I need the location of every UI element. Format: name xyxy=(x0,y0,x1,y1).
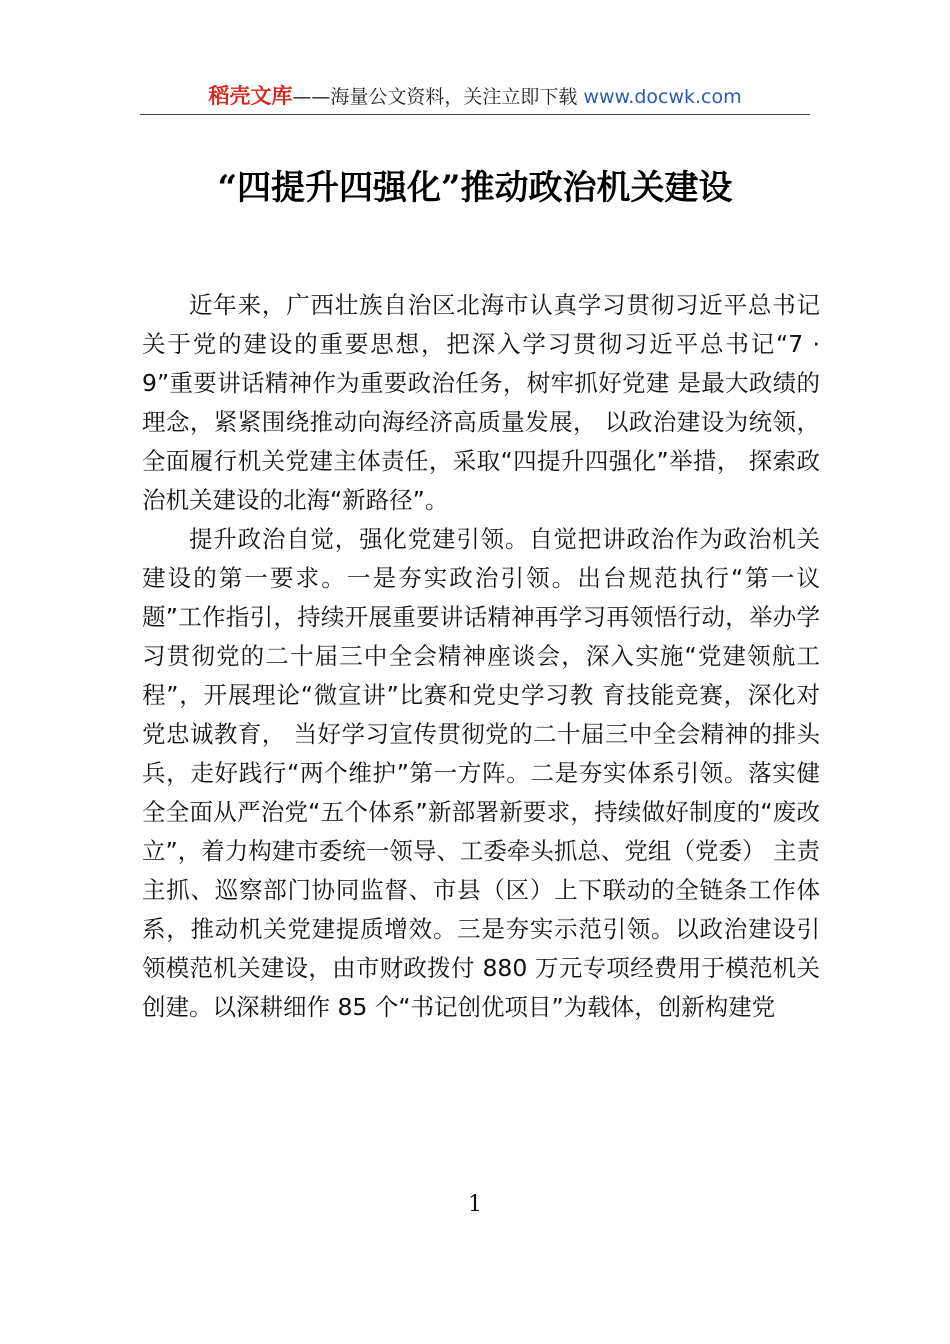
document-body xyxy=(142,286,820,1027)
brand-name: 稻壳文库 xyxy=(208,84,293,108)
header-tagline: ——海量公文资料，关注立即下载 xyxy=(292,86,578,108)
site-link[interactable]: www.docwk.com xyxy=(583,86,742,108)
page-number: 1 xyxy=(468,1192,482,1217)
page-header xyxy=(0,82,950,111)
document-title: “四提升四强化”推动政治机关建设 xyxy=(217,168,733,208)
header-divider xyxy=(140,114,810,115)
paragraph-intro: 近年来，广西壮族自治区北海市认真学习贯彻习近平总书记关于党的建设的重要思想，把深入学习贯彻习近平总书记“7 ·9”重要讲话精神作为重要政治任务，树牢抓好党建 是最大政绩的理念，紧紧围绕推动向海经济高质量发展， 以政治建设为统领， 全面履行机关党建主体责任，采取“四提升四强化”举措， 探索政治机关建设的北海“新路径”。 xyxy=(142,291,820,514)
paragraph-political-awareness: 提升政治自觉，强化党建引领。自觉把讲政治作为政治机关建设的第一要求。一是夯实政治引领。出台规范执行“第一议题”工作指引，持续开展重要讲话精神再学习再领悟行动，举办学习贯彻党的二十届三中全会精神座谈会，深入实施“党建领航工程”，开展理论“微宣讲”比赛和党史学习教 育技能竞赛，深化对党忠诚教育， 当好学习宣传贯彻党的二十届三中全会精神的排头兵，走好践行“两个维护”第一方阵。二是夯实体系引领。落实健全全面从严治党“五个体系”新部署新要求，持续做好制度的“废改立”，着力构建市委统一领导、工委牵头抓总、党组（党委） 主责主抓、巡察部门协同监督、市县（区）上下联动的全链条工作体系，推动机关党建提质增效。三是夯实示范引领。以政治建设引领模范机关建设，由市财政拨付 880 万元专项经费用于模范机关创建。以深耕细作 85 个“书记创优项目”为载体，创新构建党 xyxy=(142,525,820,1021)
